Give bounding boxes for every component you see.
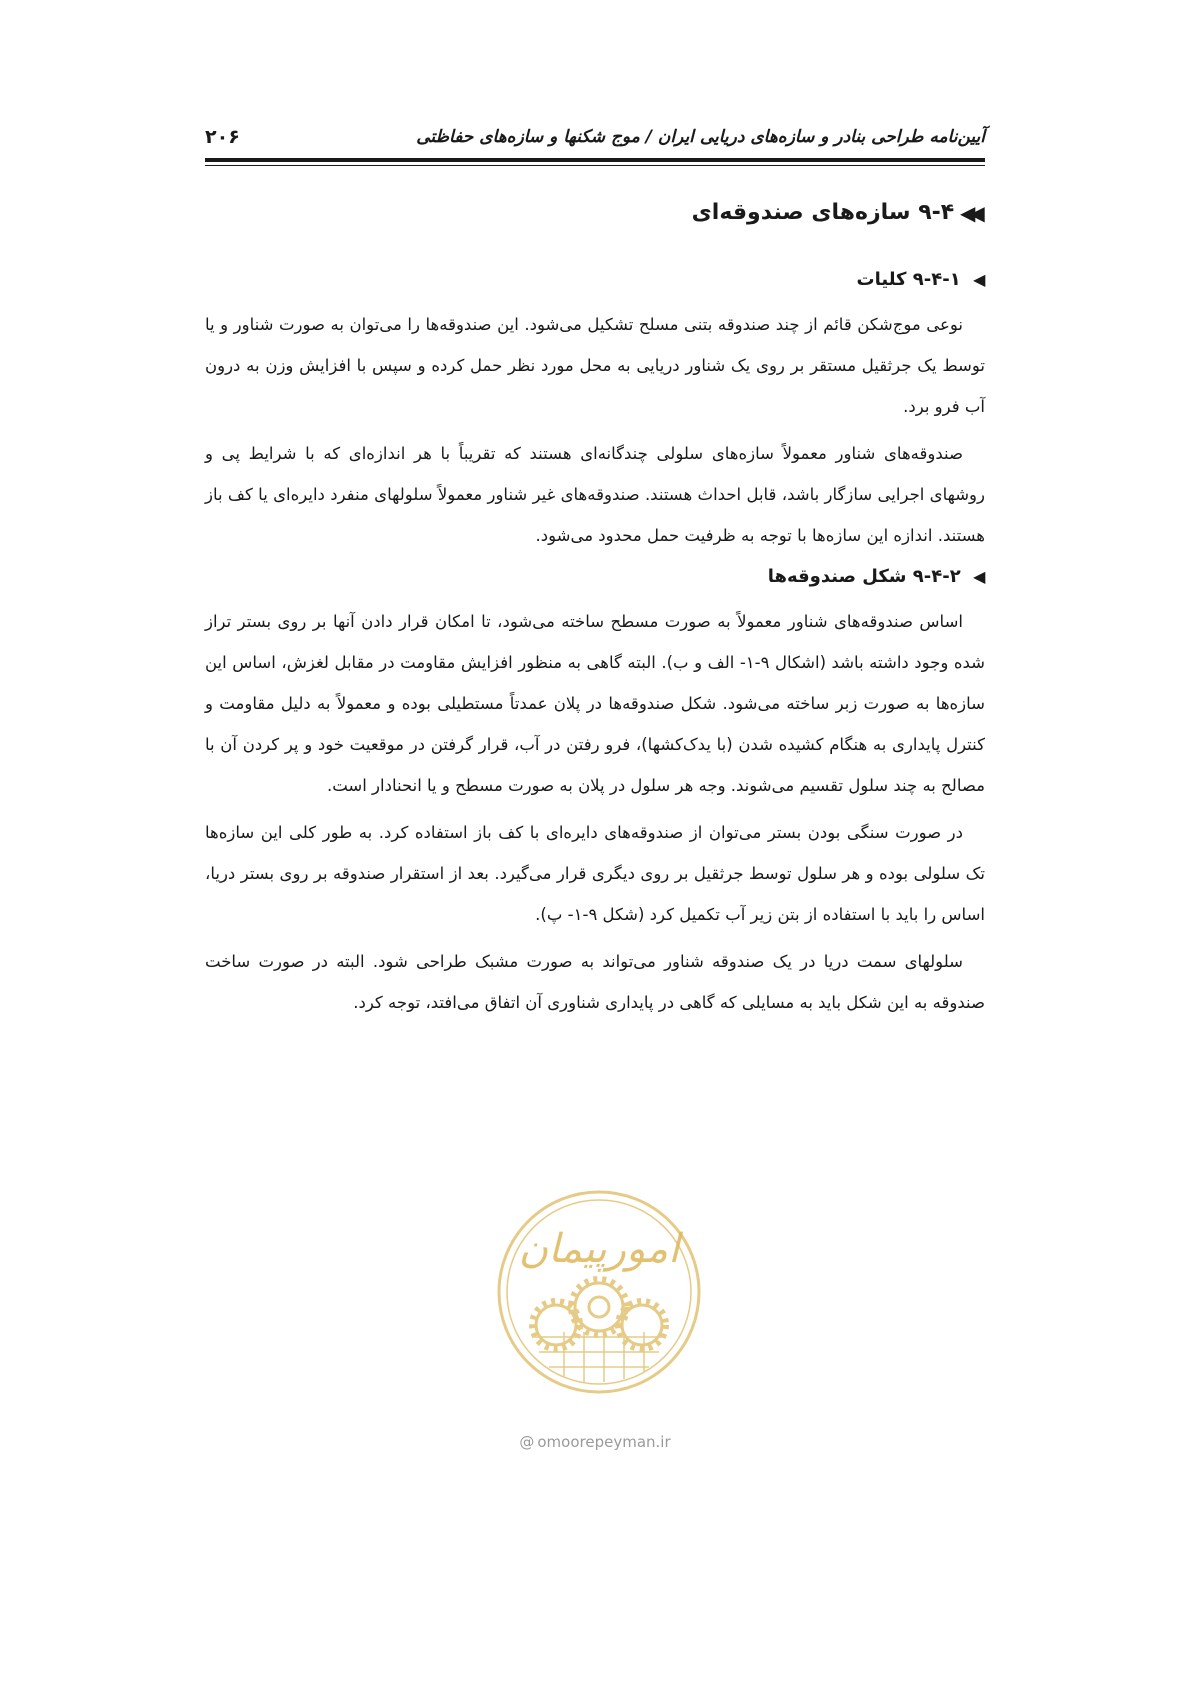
paragraph: سلولهای سمت دریا در یک صندوقه شناور می‌تواند به صورت مشبک طراحی شود. البته در صورت ساخت صندوقه به این شکل باید به مسایلی که گاهی در پایداری شناوری آن اتفاق می‌افتد، توجه کرد. bbox=[205, 952, 985, 1012]
header-title: آیین‌نامه طراحی بنادر و سازه‌های دریایی ایران / موج شکنها و سازه‌های حفاظتی bbox=[416, 127, 985, 147]
running-header bbox=[205, 122, 985, 152]
page-number: ۲۰۶ bbox=[205, 126, 240, 148]
at-icon: @ bbox=[519, 1433, 535, 1451]
watermark-logo-text: امورپیمان bbox=[518, 1226, 680, 1272]
paragraph: اساس صندوقه‌های شناور معمولاً به صورت مسطح ساخته می‌شود، تا امکان قرار دادن آنها بر روی بستر تراز شده وجود داشته باشد (اشکال ۹-۱- الف و ب). البته گاهی به منظور افزایش مقاومت در مقابل لغزش، اساس این سازه‌ها به صورت زبر ساخته می‌شود. شکل صندوقه‌ها در پلان عمدتاً مستطیلی بوده و معمولاً به دلیل مقاومت و کنترل پایداری به هنگام کشیده شدن (با یدک‌کشها)، فرو رفتن در آب، قرار گرفتن در موقعیت خود و پر کردن آن با مصالح به چند سلول تقسیم می‌شوند. وجه هر سلول در پلان به صورت مسطح و یا انحنادار است. bbox=[205, 612, 985, 795]
watermark-site bbox=[0, 1433, 1190, 1451]
subsection-title: ۹-۴-۲ شکل صندوقه‌ها bbox=[767, 566, 961, 587]
subsection-heading-2 bbox=[205, 566, 985, 587]
main-content bbox=[205, 200, 985, 1029]
arrow-icon: ▶ bbox=[972, 269, 985, 289]
paragraph: صندوقه‌های شناور معمولاً سازه‌های سلولی چندگانه‌ای هستند که تقریباً با هر اندازه‌ای که با شرایط پی و روشهای اجرایی سازگار باشد، قابل احداث هستند. صندوقه‌های غیر شناور معمولاً سلولهای منفرد دایره‌ای یا کف باز هستند. اندازه این سازه‌ها با توجه به ظرفیت حمل محدود می‌شود. bbox=[205, 444, 985, 545]
header-rule-thick bbox=[205, 158, 985, 162]
subsection-title: ۹-۴-۱ کلیات bbox=[856, 269, 961, 290]
watermark-site-text: omoorepeyman.ir bbox=[537, 1433, 671, 1451]
paragraph: در صورت سنگی بودن بستر می‌توان از صندوقه‌های دایره‌ای با کف باز استفاده کرد. به طور کلی این سازه‌ها تک سلولی بوده و هر سلول توسط جرثقیل بر روی دیگری قرار می‌گیرد. بعد از استقرار صندوقه بر روی بستر دریا، اساس را باید با استفاده از بتن زیر آب تکمیل کرد (شکل ۹-۱- پ). bbox=[205, 823, 985, 924]
watermark-logo bbox=[494, 1187, 704, 1397]
subsection-heading-1 bbox=[205, 269, 985, 290]
section-title: ۹-۴ سازه‌های صندوقه‌ای bbox=[691, 200, 955, 225]
header-rule-thin bbox=[205, 165, 985, 166]
paragraph: نوعی موج‌شکن قائم از چند صندوقه بتنی مسلح تشکیل می‌شود. این صندوقه‌ها را می‌توان به صورت شناور و یا توسط یک جرثقیل مستقر بر روی یک شناور دریایی به محل مورد نظر حمل کرده و سپس با افزایش وزن به درون آب فرو برد. bbox=[205, 315, 985, 416]
double-arrow-icon: ▶▶ bbox=[966, 200, 985, 225]
arrow-icon: ▶ bbox=[972, 566, 985, 586]
section-heading bbox=[205, 200, 985, 225]
